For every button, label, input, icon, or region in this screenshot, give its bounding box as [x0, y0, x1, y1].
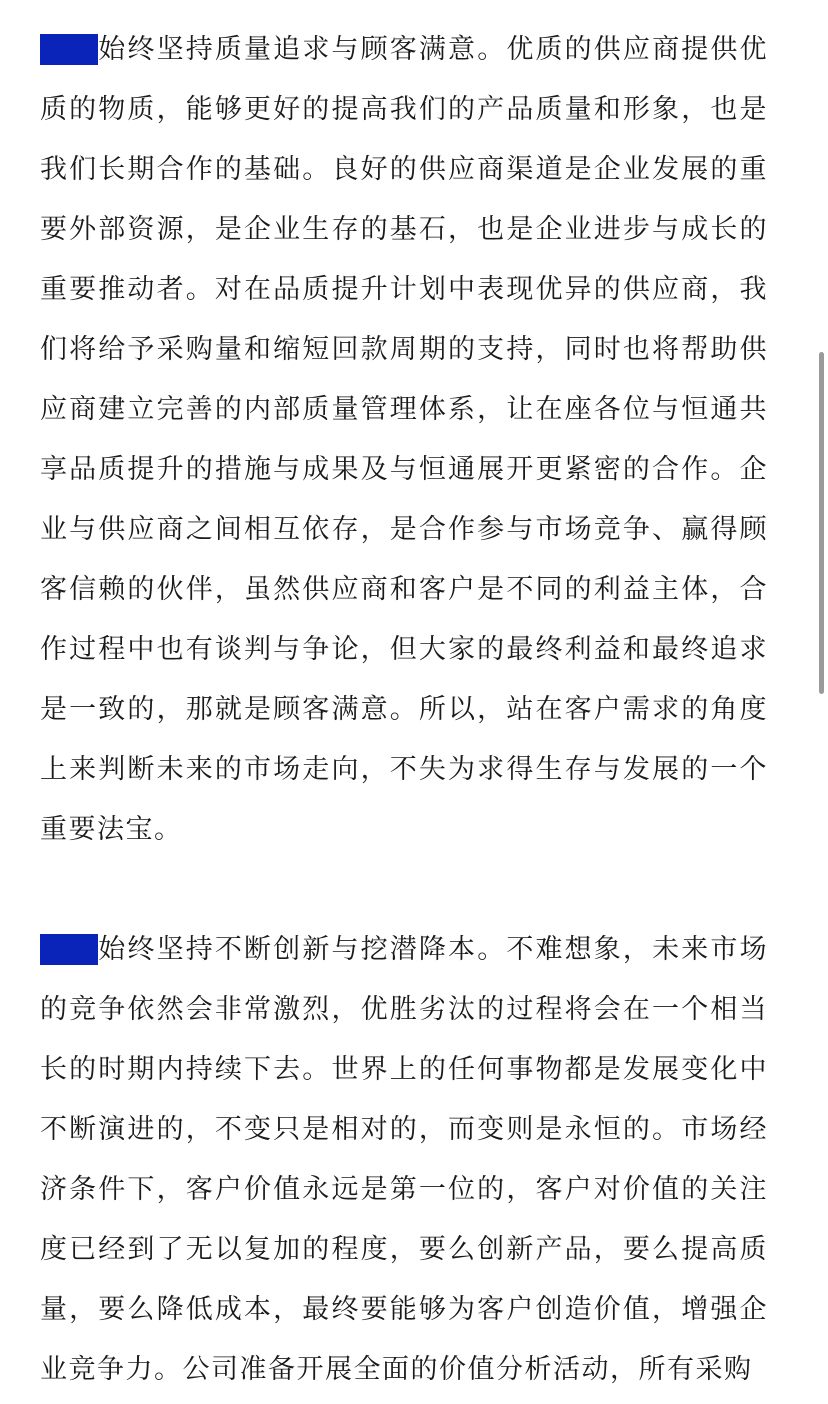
section-2-text: 始终坚持不断创新与挖潜降本。不难想象，未来市场的竞争依然会非常激烈，优胜劣汰的过程将会在一个相当长的时期内持续下去。世界上的任何事物都是发展变化中不断演进的，不变只是相对的，而变则是永恒的。市场经济条件下，客户价值永远是第一位的，客户对价值的关注度已经到了无以复加的程度，要么创新产品，要么提高质量，要么降低成本，最终要能够为客户创造价值，增强企业竞争力。公司准备开展全面的价值分析活动，所有采购: [40, 934, 769, 1385]
vertical-scrollbar[interactable]: [816, 0, 828, 1404]
section-2-paragraph: [40, 920, 768, 1400]
section-1-paragraph: [40, 20, 768, 860]
section-1-text: 始终坚持质量追求与顾客满意。优质的供应商提供优质的物质，能够更好的提高我们的产品质量和形象，也是我们长期合作的基础。良好的供应商渠道是企业发展的重要外部资源，是企业生存的基石，也是企业进步与成长的重要推动者。对在品质提升计划中表现优异的供应商，我们将给予采购量和缩短回款周期的支持，同时也将帮助供应商建立完善的内部质量管理体系，让在座各位与恒通共享品质提升的措施与成果及与恒通展开更紧密的合作。企业与供应商之间相互依存，是合作参与市场竞争、赢得顾客信赖的伙伴，虽然供应商和客户是不同的利益主体，合作过程中也有谈判与争论，但大家的最终利益和最终追求是一致的，那就是顾客满意。所以，站在客户需求的角度上来判断未来的市场走向，不失为求得生存与发展的一个重要法宝。: [40, 34, 769, 845]
article-body: [40, 20, 768, 1400]
section-2-number: 二、: [40, 934, 99, 965]
section-1-number: 一、: [40, 34, 99, 65]
scrollbar-thumb[interactable]: [819, 352, 824, 694]
